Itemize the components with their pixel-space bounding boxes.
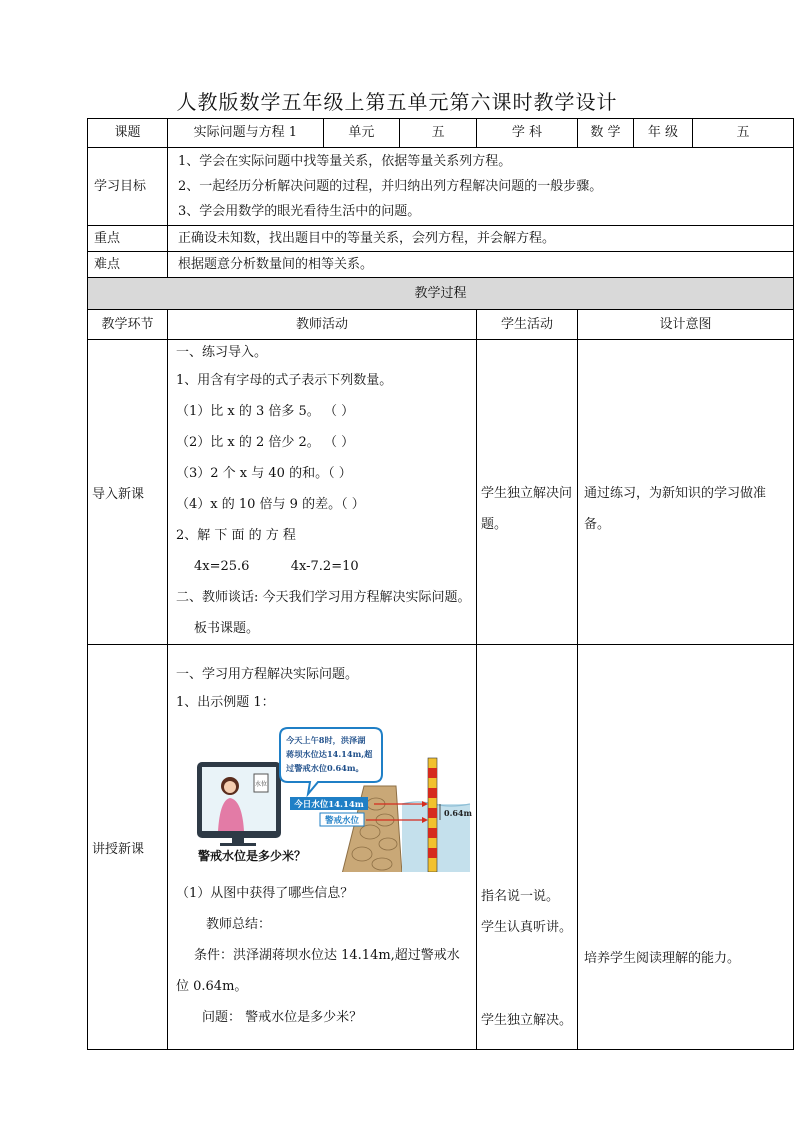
presenter-face: [224, 781, 236, 793]
topic-value: 实际问题与方程 1: [168, 119, 324, 148]
objectives-label: 学习目标: [88, 148, 168, 226]
column-teacher: 教师活动: [168, 310, 477, 340]
intro-teacher: [168, 340, 477, 645]
new-purpose: [578, 645, 794, 1050]
student-line: 学生独立解决。: [481, 1012, 573, 1028]
figure-question: 警戒水位是多少米？: [198, 848, 307, 863]
today-label: 今日水位14.14m: [294, 799, 364, 810]
process-title: 教学过程: [88, 278, 794, 310]
intro-line: 2、解 下 面 的 方 程: [176, 528, 296, 543]
topic-label: 课题: [88, 119, 168, 148]
bubble-line: 蒋坝水位达14.14m,超: [286, 748, 373, 759]
new-stage: 讲授新课: [88, 645, 168, 1050]
intro-line: 4x=25.6 4x-7.2=10: [194, 559, 359, 574]
student-line: 指名说一说。: [481, 888, 560, 904]
header-row: [88, 119, 794, 148]
column-student: 学生活动: [477, 310, 578, 340]
water-level-illustration: [192, 724, 472, 872]
purpose-text: 培养学生阅读理解的能力。: [584, 950, 741, 966]
intro-row: [88, 340, 794, 645]
new-line: 教师总结：: [206, 916, 272, 932]
unit-label: 单元: [323, 119, 400, 148]
objectives-cell: [168, 148, 794, 226]
new-line: 位 0.64m。: [176, 978, 248, 994]
warning-label: 警戒水位: [324, 815, 360, 826]
difficulty-row: [88, 252, 794, 278]
intro-line: 板书课题。: [194, 621, 260, 636]
grade-label: 年 级: [634, 119, 693, 148]
objective-item: 2、一起经历分析解决问题的过程，并归纳出列方程解决问题的一般步骤。: [178, 179, 603, 194]
new-teacher: [168, 645, 477, 1050]
objectives-row: [88, 148, 794, 226]
column-stage: 教学环节: [88, 310, 168, 340]
columns-row: [88, 310, 794, 340]
key-point-row: [88, 226, 794, 252]
student-line: 学生认真听讲。: [481, 919, 573, 935]
new-student: [477, 645, 578, 1050]
diff-label: 0.64m: [444, 807, 472, 818]
intro-purpose: 通过练习，为新知识的学习做准备。: [578, 340, 794, 645]
tv-base: [220, 843, 256, 846]
key-point-label: 重点: [88, 226, 168, 252]
page-title: 人教版数学五年级上第五单元第六课时教学设计: [176, 90, 618, 114]
intro-student: 学生独立解决问题。: [477, 340, 578, 645]
tv-board-text: 水位: [254, 780, 268, 788]
new-line: 问题： 警戒水位是多少米？: [202, 1009, 363, 1025]
intro-line: （4）x 的 10 倍与 9 的差。（ ）: [176, 497, 365, 512]
intro-line: （3）2 个 x 与 40 的和。（ ）: [176, 466, 352, 481]
example-figure: [192, 724, 472, 872]
difficulty-label: 难点: [88, 252, 168, 278]
subject-label: 学 科: [477, 119, 578, 148]
intro-line: 二、教师谈话: 今天我们学习用方程解决实际问题。: [176, 590, 471, 605]
intro-line: （2）比 x 的 2 倍少 2。 （ ）: [176, 435, 355, 450]
intro-line: （1）比 x 的 3 倍多 5。 （ ）: [176, 404, 355, 419]
new-lesson-row: [88, 645, 794, 1050]
subject-value: 数 学: [578, 119, 634, 148]
new-line: 条件：洪泽湖蒋坝水位达 14.14m,超过警戒水: [194, 947, 460, 963]
intro-line: 一、练习导入。: [176, 345, 268, 360]
new-line: （1）从图中获得了哪些信息？: [176, 885, 354, 901]
bubble-line: 过警戒水位0.64m。: [286, 762, 364, 773]
lesson-plan-table: [87, 118, 794, 1050]
objective-item: 3、学会用数学的眼光看待生活中的问题。: [178, 204, 421, 219]
new-line: 1、出示例题 1：: [176, 694, 275, 710]
objective-item: 1、学会在实际问题中找等量关系，依据等量关系列方程。: [178, 154, 512, 169]
bubble-line: 今天上午8时，洪泽湖: [286, 734, 366, 745]
process-title-row: [88, 278, 794, 310]
key-point-text: 正确设未知数，找出题目中的等量关系，会列方程，并会解方程。: [168, 226, 794, 252]
new-line: 一、学习用方程解决实际问题。: [176, 666, 359, 682]
difficulty-text: 根据题意分析数量间的相等关系。: [168, 252, 794, 278]
unit-value: 五: [400, 119, 477, 148]
grade-value: 五: [693, 119, 794, 148]
intro-line: 1、用含有字母的式子表示下列数量。: [176, 373, 393, 388]
column-purpose: 设计意图: [578, 310, 794, 340]
intro-stage: 导入新课: [88, 340, 168, 645]
